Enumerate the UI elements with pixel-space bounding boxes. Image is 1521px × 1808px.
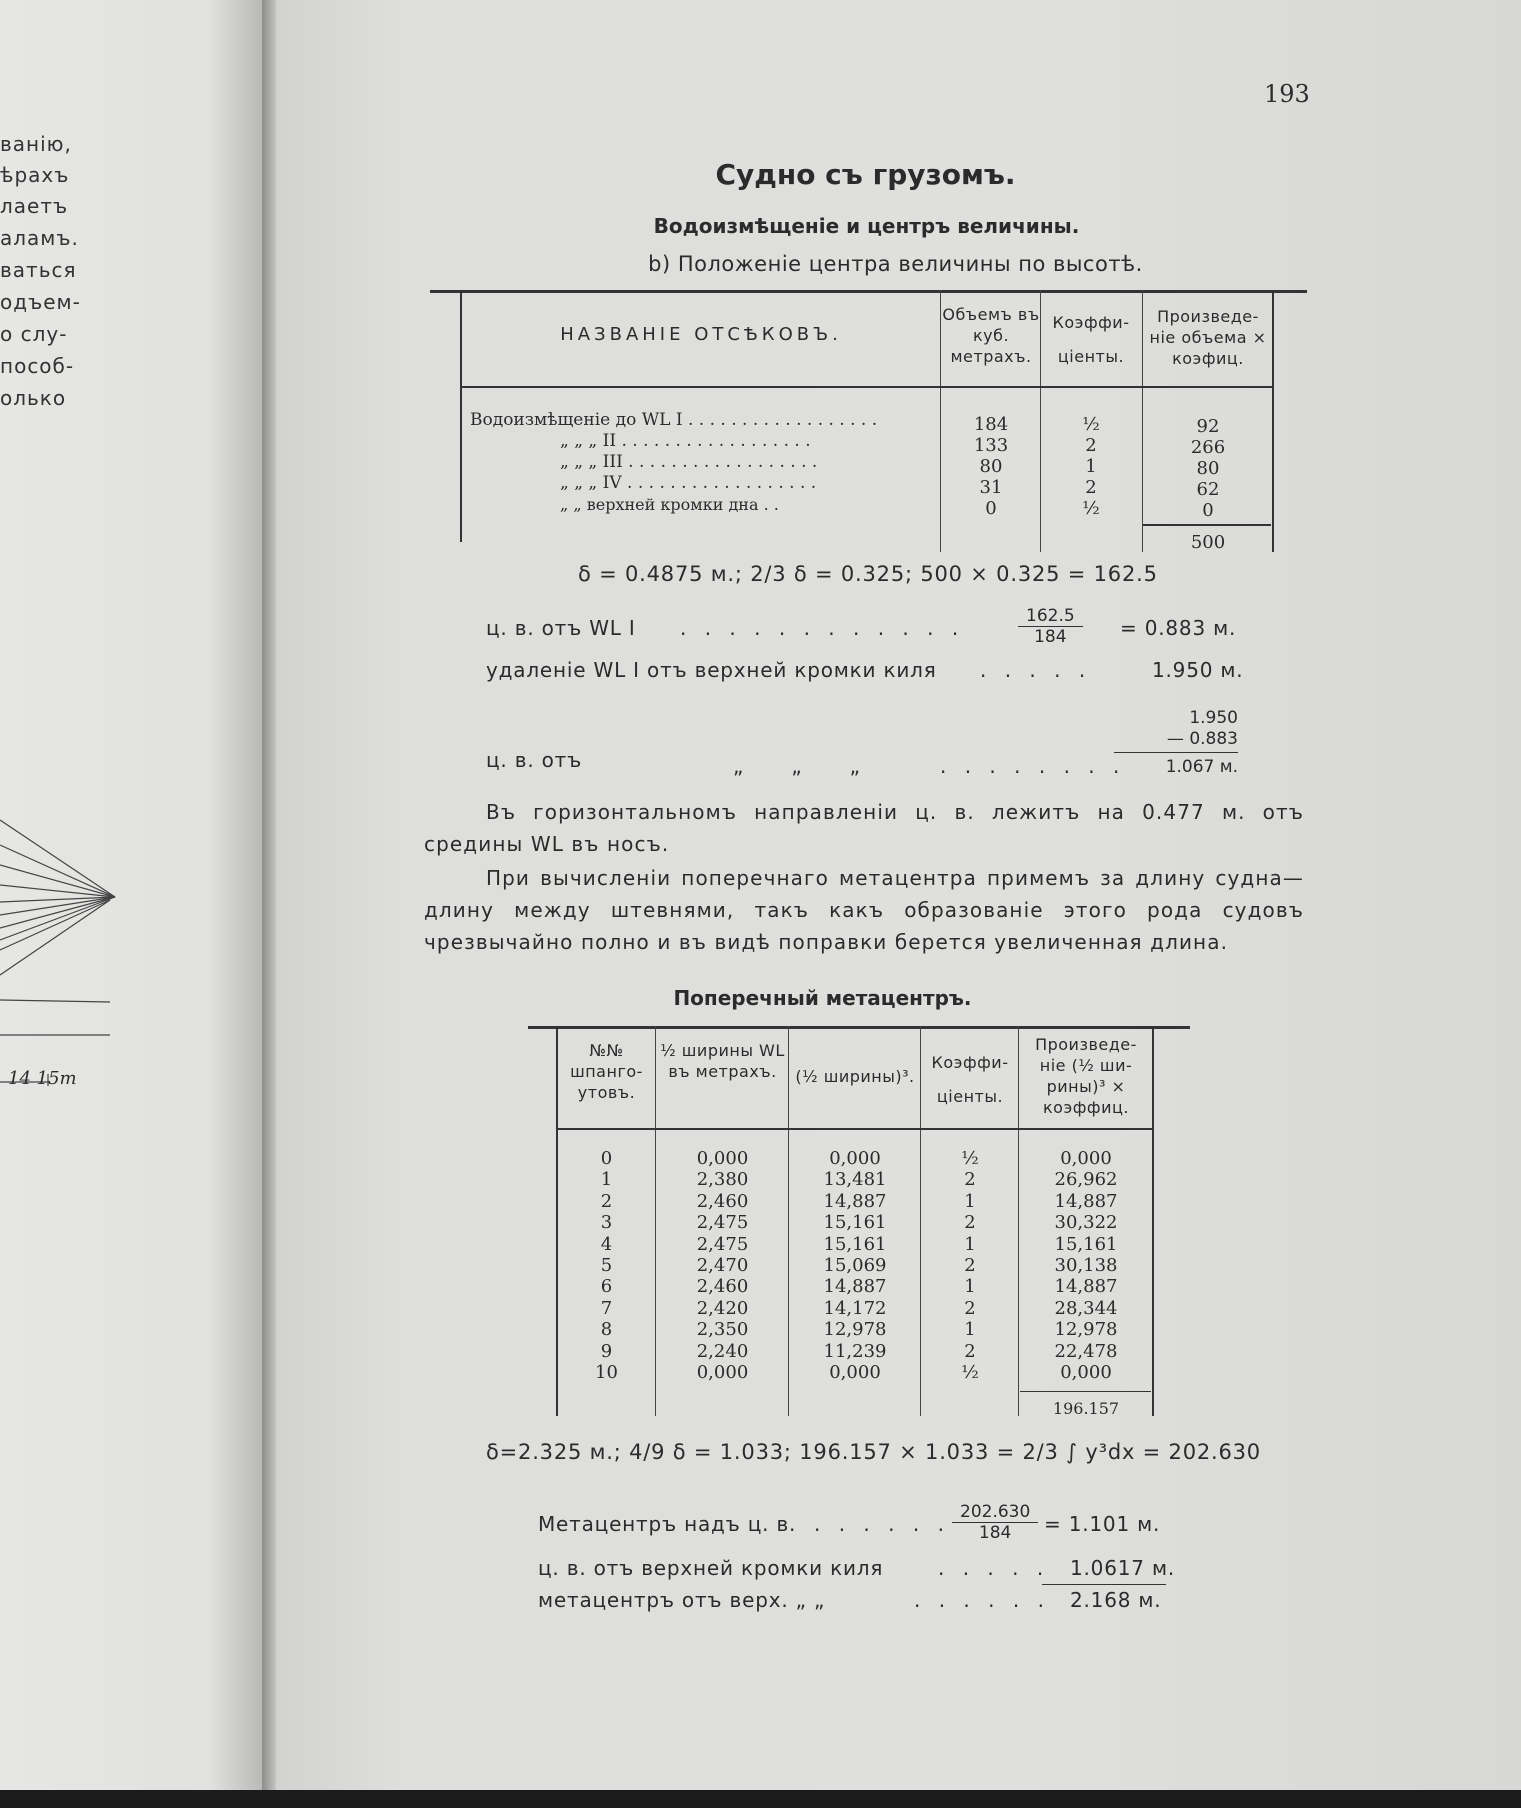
- table-cell: 2,350: [696, 1319, 749, 1341]
- sum-rule: [1042, 1584, 1166, 1585]
- table1-header-volume: Объемъ въ куб. метрахъ.: [942, 305, 1040, 366]
- row-label: „ „ „ IV: [560, 473, 622, 493]
- table-cell: 0: [600, 1148, 613, 1169]
- table-cell: 1: [600, 1169, 613, 1191]
- table-row: [558, 1341, 1152, 1362]
- cell: 184: [973, 414, 1009, 435]
- table-cell: 12,978: [823, 1319, 887, 1341]
- table-row: [558, 1362, 1152, 1383]
- table-cell: 1: [964, 1233, 976, 1255]
- distance-value: 1.950 м.: [1152, 658, 1244, 682]
- page-number: 193: [1264, 80, 1310, 108]
- scale-label: 14 15m: [8, 1068, 77, 1089]
- table-cell: 10: [595, 1362, 618, 1383]
- row-label: Водоизмѣщеніе до WL I: [470, 410, 683, 430]
- table1-header-name: НАЗВАНІЕ ОТСѢКОВЪ.: [560, 324, 842, 345]
- table-cell: 15,161: [823, 1233, 887, 1255]
- leader-dots: . . . . .: [938, 1556, 1050, 1580]
- table-cell: 0,000: [1060, 1362, 1112, 1383]
- left-page-line: одъем-: [0, 290, 81, 314]
- leader-dots: . . . . . .: [914, 1588, 1050, 1612]
- fraction-denominator: 184: [1034, 627, 1067, 647]
- table-cell: 14,887: [1054, 1190, 1118, 1212]
- table1-sum-rule: [1143, 524, 1271, 526]
- page-title: Судно съ грузомъ.: [715, 158, 1016, 191]
- table-cell: ½: [961, 1362, 979, 1383]
- left-page-line: ѣрахъ: [0, 163, 70, 187]
- table-cell: 2,475: [696, 1212, 749, 1234]
- row-label: „ „ „ III: [560, 452, 623, 472]
- table-cell: 14,887: [823, 1276, 887, 1298]
- cell: 2: [1085, 477, 1097, 498]
- table1-coef-col: [1042, 414, 1140, 519]
- table-cell: 14,887: [1054, 1276, 1118, 1298]
- table-cell: 2: [964, 1169, 976, 1191]
- row-label: „ „ верхней кромки дна: [560, 495, 759, 514]
- table-cell: 0,000: [1060, 1148, 1112, 1169]
- table-cell: 3: [600, 1212, 613, 1234]
- table-row: [558, 1319, 1152, 1340]
- left-page-line: пособ-: [0, 354, 75, 378]
- table-cell: 28,344: [1054, 1297, 1118, 1319]
- table-cell: 2: [964, 1212, 976, 1234]
- table2-header-coef: Коэффи- ціенты.: [931, 1053, 1009, 1106]
- table2-header-rule: [558, 1128, 1152, 1130]
- section-heading: Поперечный метацентръ.: [673, 986, 972, 1010]
- formula-draft: δ = 0.4875 м.; 2/3 δ = 0.325; 500 × 0.325 = 162.5: [578, 562, 1158, 586]
- ditto-marks: „ „ „: [733, 754, 861, 778]
- subtraction-block: [1128, 708, 1238, 750]
- meta-keel-label: метацентръ отъ верх. „ „: [538, 1588, 826, 1612]
- cell: 31: [979, 477, 1003, 498]
- table2-header-cube: (½ ширины)³.: [795, 1067, 915, 1086]
- table-row: [558, 1298, 1152, 1319]
- table-cell: 1: [964, 1190, 976, 1212]
- table-cell: 2,460: [696, 1190, 749, 1212]
- table-cell: 6: [600, 1276, 613, 1298]
- table-cell: 0,000: [829, 1148, 881, 1169]
- table-cell: 4: [600, 1233, 613, 1255]
- fraction-numerator: 162.5: [1018, 606, 1083, 627]
- subtraction-b: — 0.883: [1166, 729, 1238, 749]
- cell: 80: [979, 456, 1003, 477]
- fraction-denominator: 184: [978, 1523, 1012, 1543]
- table-row: [558, 1234, 1152, 1255]
- distance-label: удаленіе WL I отъ верхней кромки киля: [486, 658, 937, 682]
- table-cell: 30,322: [1054, 1212, 1118, 1234]
- subtraction-rule: [1114, 752, 1238, 753]
- table2-header-halfwidth: ½ ширины WL въ метрахъ.: [660, 1041, 785, 1081]
- metacenter-result: = 1.101 м.: [1044, 1512, 1161, 1536]
- table2-header-product: Произведе- ніе (½ ши- рины)³ × коэффиц.: [1035, 1035, 1137, 1117]
- cell: ½: [1082, 498, 1100, 519]
- cb-label-2: ц. в. отъ: [486, 748, 583, 772]
- left-page-line: о слу-: [0, 322, 68, 346]
- table-cell: 22,478: [1054, 1340, 1118, 1362]
- table1-rule: [1040, 290, 1041, 552]
- table-cell: 2,420: [696, 1297, 749, 1319]
- leader-dots: . . . . . . . . . . . .: [680, 616, 965, 640]
- table1-header-product: Произведе- ніе объема × коэфиц.: [1149, 307, 1267, 368]
- cb-fraction: [1018, 606, 1083, 647]
- cb-keel-value: 1.0617 м.: [1070, 1556, 1175, 1580]
- table-cell: 9: [600, 1340, 613, 1362]
- table-cell: 30,138: [1054, 1255, 1118, 1276]
- table-cell: ½: [961, 1148, 979, 1169]
- table-row: „ „ „ IV . . . . . . . . . . . . . . . . . .: [560, 473, 817, 493]
- table-cell: 14,172: [823, 1297, 887, 1319]
- table-cell: 8: [600, 1319, 613, 1341]
- table-cell: 7: [600, 1297, 613, 1319]
- table-cell: 13,481: [823, 1169, 887, 1191]
- metacenter-fraction: [952, 1502, 1038, 1543]
- leader-dots: . . . . .: [980, 658, 1092, 682]
- table-cell: 0,000: [696, 1362, 749, 1383]
- table-row: „ „ верхней кромки дна . .: [560, 495, 779, 514]
- cb-result: = 0.883 м.: [1120, 616, 1237, 640]
- table1-rows: [470, 410, 936, 515]
- left-page-line: олько: [0, 386, 67, 410]
- paragraph: Въ горизонтальномъ направленіи ц. в. лежитъ на 0.477 м. отъ средины WL въ носъ.: [424, 800, 1304, 856]
- row-label: „ „ „ II: [560, 431, 617, 451]
- cb-from-wl-label: ц. в. отъ WL I: [486, 616, 636, 640]
- cell: ½: [1082, 414, 1100, 435]
- table2-top-rule: [528, 1026, 1190, 1029]
- table-cell: 15,161: [1054, 1233, 1118, 1255]
- table1-header-coef: Коэффи- ціенты.: [1052, 313, 1130, 366]
- left-page-line: лаетъ: [0, 194, 69, 218]
- table1-rule: [1142, 290, 1143, 552]
- cell: 266: [1190, 437, 1226, 458]
- table-row: „ „ „ II . . . . . . . . . . . . . . . . . .: [560, 431, 811, 451]
- table-row: Водоизмѣщеніе до WL I . . . . . . . . . . . . . . . . . .: [470, 410, 878, 430]
- table-row: [558, 1212, 1152, 1233]
- table1-volume-col: [942, 414, 1040, 519]
- table-row: [558, 1191, 1152, 1212]
- cell: 2: [1085, 435, 1097, 456]
- meta-keel-value: 2.168 м.: [1070, 1588, 1162, 1612]
- table2-sum: 196.157: [1052, 1399, 1120, 1418]
- table1-header-rule: [462, 386, 1272, 388]
- cell: 0: [1202, 500, 1214, 521]
- table-cell: 26,962: [1054, 1169, 1118, 1191]
- cell: 133: [973, 435, 1009, 456]
- table-cell: 2,470: [696, 1255, 749, 1276]
- table-cell: 5: [600, 1255, 613, 1276]
- table-row: „ „ „ III . . . . . . . . . . . . . . . . . .: [560, 452, 818, 472]
- cell: 1: [1085, 456, 1097, 477]
- table-cell: 11,239: [823, 1340, 887, 1362]
- table-cell: 2: [600, 1190, 613, 1212]
- fraction-numerator: 202.630: [952, 1502, 1038, 1523]
- table-cell: 1: [964, 1276, 976, 1298]
- table-cell: 0,000: [829, 1362, 881, 1383]
- table-cell: 2,475: [696, 1233, 749, 1255]
- metacenter-label: Метацентръ надъ ц. в.: [538, 1512, 797, 1536]
- table-cell: 2: [964, 1255, 976, 1276]
- table-cell: 15,161: [823, 1212, 887, 1234]
- subsection-heading: b) Положеніе центра величины по высотѣ.: [648, 252, 1143, 276]
- table1-top-rule: [430, 290, 1307, 293]
- subtraction-a: 1.950: [1189, 708, 1238, 728]
- table2-sum-rule: [1020, 1391, 1151, 1392]
- scan-edge: [0, 1790, 1521, 1808]
- table-row: [558, 1169, 1152, 1190]
- table-cell: 0,000: [696, 1148, 749, 1169]
- table-cell: 15,069: [823, 1255, 887, 1276]
- left-page-line: ваться: [0, 258, 77, 282]
- table-cell: 1: [964, 1319, 976, 1341]
- table-cell: 12,978: [1054, 1319, 1118, 1341]
- table-row: [558, 1276, 1152, 1297]
- paragraph: При вычисленіи поперечнаго метацентра примемъ за длину судна— длину между штевнями, такъ какъ образованіе этого рода судовъ чрезвычайно полно и въ видѣ поправки берется увеличенная длина.: [424, 866, 1304, 954]
- left-page-line: ванію,: [0, 132, 72, 156]
- table2-rule: [1152, 1026, 1154, 1416]
- table-cell: 2,240: [696, 1340, 749, 1362]
- formula-integral: δ=2.325 м.; 4/9 δ = 1.033; 196.157 × 1.033 = 2/3 ∫ y³dx = 202.630: [486, 1440, 1261, 1464]
- cell: 62: [1196, 479, 1220, 500]
- table2-header-frame: №№ шпанго- утовъ.: [570, 1041, 643, 1102]
- table1-rule: [1272, 290, 1274, 552]
- table-cell: 2,460: [696, 1276, 749, 1298]
- leader-dots: . . . . . . . .: [940, 754, 1126, 778]
- table-cell: 2: [964, 1297, 976, 1319]
- table1-product-col: [1144, 416, 1272, 521]
- table-row: [558, 1148, 1152, 1169]
- section-heading: Водоизмѣщеніе и центръ величины.: [653, 214, 1080, 238]
- left-page-line: аламъ.: [0, 226, 79, 250]
- table-row: [558, 1255, 1152, 1276]
- cb-keel-label: ц. в. отъ верхней кромки киля: [538, 1556, 884, 1580]
- table1-sum: 500: [1190, 532, 1226, 553]
- cell: 92: [1196, 416, 1220, 437]
- table1-rule: [940, 290, 941, 552]
- table-cell: 14,887: [823, 1190, 887, 1212]
- cell: 80: [1196, 458, 1220, 479]
- subtraction-result: 1.067 м.: [1165, 757, 1238, 777]
- table-cell: 2: [964, 1340, 976, 1362]
- table-cell: 2,380: [696, 1169, 749, 1191]
- leader-dots: . . . . . .: [814, 1512, 950, 1536]
- cell: 0: [985, 498, 997, 519]
